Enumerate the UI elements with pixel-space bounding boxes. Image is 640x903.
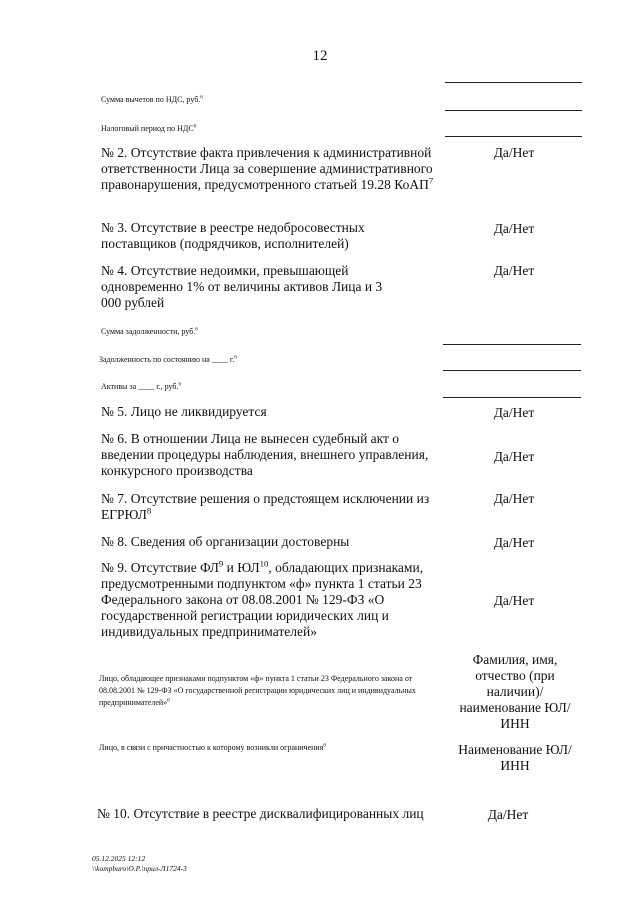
item-7: № 7. Отсутствие решения о предстоящем исключении из ЕГРЮЛ$^8$ <box>101 491 430 522</box>
debt-as-of-label: Задолженность по состоянию на ____ г.$^6$ <box>99 354 237 364</box>
item-5: № 5. Лицо не ликвидируется <box>101 404 267 419</box>
page-number: 12 <box>312 48 328 64</box>
item-10: № 10. Отсутствие в реестре дисквалифицированных лиц <box>97 806 424 821</box>
answer-line <box>445 136 582 137</box>
answer-line <box>445 82 582 83</box>
answer-line <box>445 110 582 111</box>
person-related-answer: Наименование ЮЛ/ ИНН <box>458 742 572 773</box>
footer-datetime: 05.12.2025 12:12 <box>92 854 146 863</box>
item-6-answer: Да/Нет <box>493 449 535 464</box>
item-5-answer: Да/Нет <box>493 405 535 420</box>
person-signs-answer: Фамилия, имя, отчество (при наличии)/ наименование ЮЛ/ ИНН <box>459 652 571 731</box>
item-9-answer: Да/Нет <box>493 593 535 608</box>
vat-deductions-label: Сумма вычетов по НДС, руб.$^6$ <box>101 94 203 104</box>
item-10-answer: Да/Нет <box>487 807 529 822</box>
item-9: № 9. Отсутствие $ФЛ^9$ и ЮЛ$^{10}$, обладающих признаками, предусмотренными подпунктом «ф» пункта 1 статьи 23 Федерального закона от 08.08.2001 № 129-ФЗ «О государственной регистрации юридических лиц и индивидуальных предпринимателей» <box>101 558 424 639</box>
item-4-answer: Да/Нет <box>493 263 535 278</box>
person-signs-label: Лицо, обладающее признаками подпунктом «ф» пункта 1 статьи 23 Федерального закона от 08.08.2001 № 129-ФЗ «О государственной регистрации юридических лиц и индивидуальных предпринимателей»$^6$ <box>99 674 416 707</box>
answer-line <box>443 344 581 345</box>
item-2: № 2. Отсутствие факта привлечения к административной ответственности Лица за совершение административного правонарушения, предусмотренного статьей 19.28 КоАП$^7$ <box>101 145 434 192</box>
answer-line <box>443 370 581 371</box>
person-related-label: Лицо, в связи с причастностью к которому возникли ограничения$^6$ <box>99 742 326 752</box>
vat-period-label: Налоговый период по НДС$^6$ <box>101 123 197 133</box>
item-3: № 3. Отсутствие в реестре недобросовестных поставщиков (подрядчиков, исполнителей) <box>101 220 365 251</box>
footer <box>92 854 187 874</box>
item-8-answer: Да/Нет <box>493 535 535 550</box>
answer-line <box>443 397 581 398</box>
assets-label: Активы за ____ г., руб.$^6$ <box>101 381 182 391</box>
footer-path: \\kompburo\О.Р.\прил-Л1724-3 <box>92 864 187 873</box>
item-2-answer: Да/Нет <box>493 145 535 160</box>
item-8: № 8. Сведения об организации достоверны <box>101 534 350 549</box>
item-7-answer: Да/Нет <box>493 491 535 506</box>
debt-amount-label: Сумма задолженности, руб.$^6$ <box>101 326 198 336</box>
item-3-answer: Да/Нет <box>493 221 535 236</box>
item-4: № 4. Отсутствие недоимки, превышающей одновременно 1% от величины активов Лица и 3 000 рублей <box>101 263 383 310</box>
item-6: № 6. В отношении Лица не вынесен судебный акт о введении процедуры наблюдения, внешнего управления, конкурсного производства <box>101 431 429 478</box>
